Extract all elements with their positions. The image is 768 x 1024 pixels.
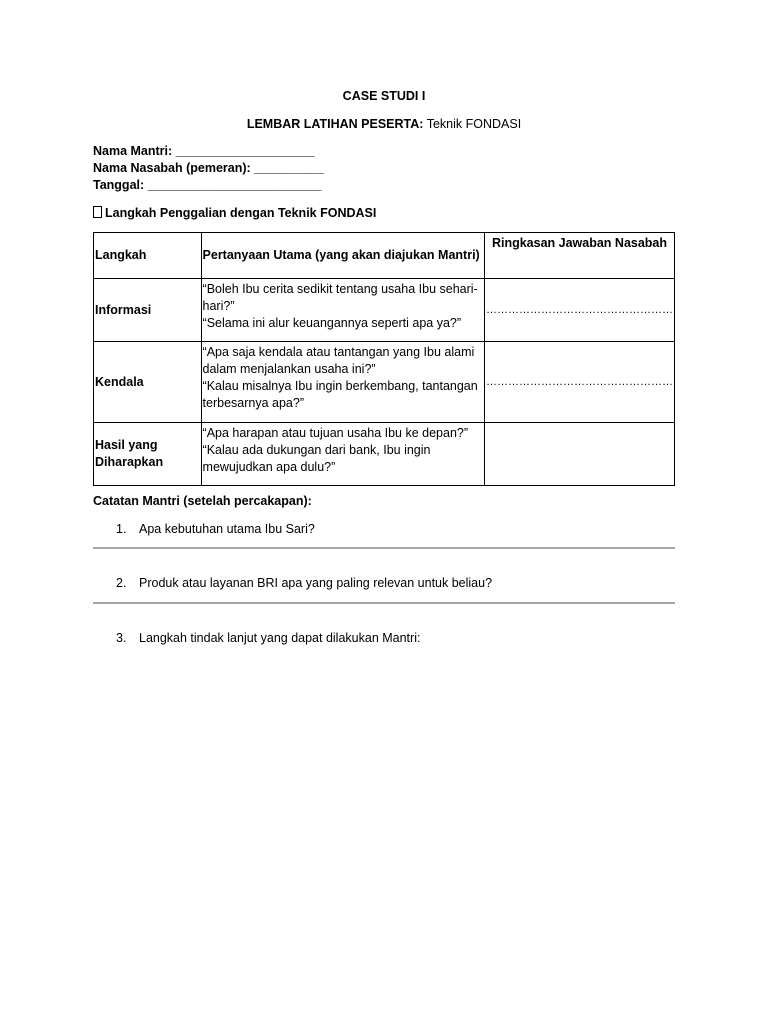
checkbox-icon — [93, 206, 102, 218]
answer-line — [93, 547, 675, 549]
header-pertanyaan: Pertanyaan Utama (yang akan diajukan Mantri) — [201, 233, 484, 279]
field-nama-nasabah: Nama Nasabah (pemeran): __________ — [93, 161, 324, 175]
subtitle-rest: Teknik FONDASI — [423, 117, 522, 131]
note-item — [116, 521, 315, 537]
note-number: 1. — [116, 522, 127, 536]
question-cell — [201, 279, 484, 342]
note-item — [116, 575, 492, 591]
notes-heading: Catatan Mantri (setelah percakapan): — [93, 494, 312, 508]
field-nama-mantri: Nama Mantri: ____________________ — [93, 144, 315, 158]
answer-cell[interactable]: …………………………………………… — [484, 342, 674, 423]
section-heading — [93, 205, 376, 221]
fondasi-table — [93, 232, 675, 486]
step-cell: Kendala — [94, 342, 202, 423]
answer-cell[interactable]: …………………………………………… — [484, 279, 674, 342]
question-text: “Apa saja kendala atau tantangan yang Ibu alami dalam menjalankan usaha ini?” — [202, 345, 475, 376]
header-langkah: Langkah — [94, 233, 202, 279]
table-row — [94, 342, 675, 423]
question-cell — [201, 342, 484, 423]
note-number: 3. — [116, 631, 127, 645]
step-cell: Informasi — [94, 279, 202, 342]
question-text: “Apa harapan atau tujuan usaha Ibu ke depan?” — [202, 426, 469, 440]
header-ringkasan: Ringkasan Jawaban Nasabah — [484, 233, 674, 279]
section-heading-text: Langkah Penggalian dengan Teknik FONDASI — [105, 206, 377, 220]
field-tanggal: Tanggal: _________________________ — [93, 178, 322, 192]
note-item — [116, 630, 420, 646]
question-text: “Kalau misalnya Ibu ingin berkembang, tantangan terbesarnya apa?” — [202, 379, 478, 410]
table-row — [94, 423, 675, 486]
step-cell: Hasil yang Diharapkan — [94, 423, 202, 486]
question-cell — [201, 423, 484, 486]
subtitle-bold: LEMBAR LATIHAN PESERTA: — [246, 117, 424, 131]
table-header-row — [94, 233, 675, 279]
document-subtitle — [0, 116, 768, 132]
table-row — [94, 279, 675, 342]
note-text: Apa kebutuhan utama Ibu Sari? — [139, 522, 315, 536]
note-number: 2. — [116, 576, 127, 590]
question-text: “Boleh Ibu cerita sedikit tentang usaha Ibu sehari-hari?” — [202, 282, 478, 313]
question-text: “Selama ini alur keuangannya seperti apa ya?” — [202, 316, 462, 330]
answer-line — [93, 602, 675, 604]
note-text: Langkah tindak lanjut yang dapat dilakukan Mantri: — [139, 631, 421, 645]
question-text: “Kalau ada dukungan dari bank, Ibu ingin mewujudkan apa dulu?” — [202, 443, 431, 474]
note-text: Produk atau layanan BRI apa yang paling relevan untuk beliau? — [139, 576, 493, 590]
document-title: CASE STUDI I — [342, 89, 426, 103]
answer-cell[interactable] — [484, 423, 674, 486]
